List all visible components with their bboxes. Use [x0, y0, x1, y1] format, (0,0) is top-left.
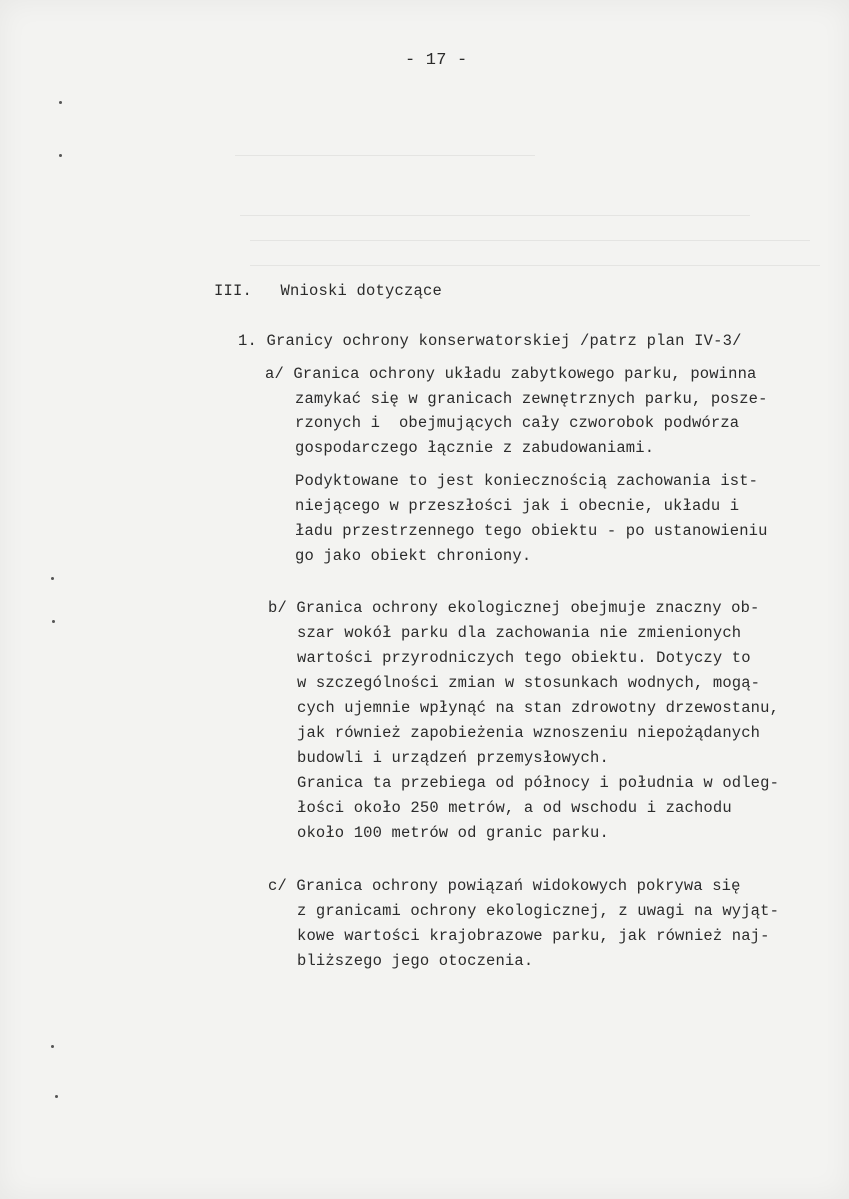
page-number: - 17 - — [405, 51, 468, 70]
text-line: a/ Granica ochrony układu zabytkowego parku, powinna — [265, 365, 757, 383]
text-line: niejącego w przeszłości jak i obecnie, układu i — [295, 497, 740, 515]
text-line: z granicami ochrony ekologicznej, z uwagi na wyjąt- — [297, 902, 780, 920]
text-line: około 100 metrów od granic parku. — [297, 824, 609, 842]
text-line: Granica ta przebiega od północy i południa w odleg- — [297, 774, 780, 792]
margin-mark — [51, 577, 54, 580]
text-line: gospodarczego łącznie z zabudowaniami. — [295, 439, 655, 457]
text-line: łości około 250 metrów, a od wschodu i zachodu — [297, 799, 732, 817]
text-line: go jako obiekt chroniony. — [295, 547, 532, 565]
margin-mark — [59, 154, 62, 157]
text-line: c/ Granica ochrony powiązań widokowych pokrywa się — [268, 877, 741, 895]
text-line: ładu przestrzennego tego obiektu - po ustanowieniu — [295, 522, 768, 540]
item-1-heading: 1. Granicy ochrony konserwatorskiej /patrz plan IV-3/ — [238, 332, 742, 350]
margin-mark — [52, 620, 55, 623]
text-line: budowli i urządzeń przemysłowych. — [297, 749, 609, 767]
text-line: b/ Granica ochrony ekologicznej obejmuje znaczny ob- — [268, 599, 760, 617]
text-line: szar wokół parku dla zachowania nie zmienionych — [297, 624, 742, 642]
margin-mark — [51, 1045, 54, 1048]
text-line: w szczególności zmian w stosunkach wodnych, mogą- — [297, 674, 761, 692]
text-line: bliższego jego otoczenia. — [297, 952, 534, 970]
text-line: zamykać się w granicach zewnętrznych parku, posze- — [295, 390, 768, 408]
section-heading: III. Wnioski dotyczące — [214, 282, 443, 300]
text-line: rzonych i obejmujących cały czworobok podwórza — [295, 414, 740, 432]
text-line: cych ujemnie wpłynąć na stan zdrowotny drzewostanu, — [297, 699, 780, 717]
margin-mark — [55, 1095, 58, 1098]
text-line: kowe wartości krajobrazowe parku, jak również naj- — [297, 927, 770, 945]
text-line: Podyktowane to jest koniecznością zachowania ist- — [295, 472, 759, 490]
text-line: jak również zapobieżenia wznoszeniu niepożądanych — [297, 724, 761, 742]
margin-mark — [59, 101, 62, 104]
text-line: wartości przyrodniczych tego obiektu. Dotyczy to — [297, 649, 751, 667]
